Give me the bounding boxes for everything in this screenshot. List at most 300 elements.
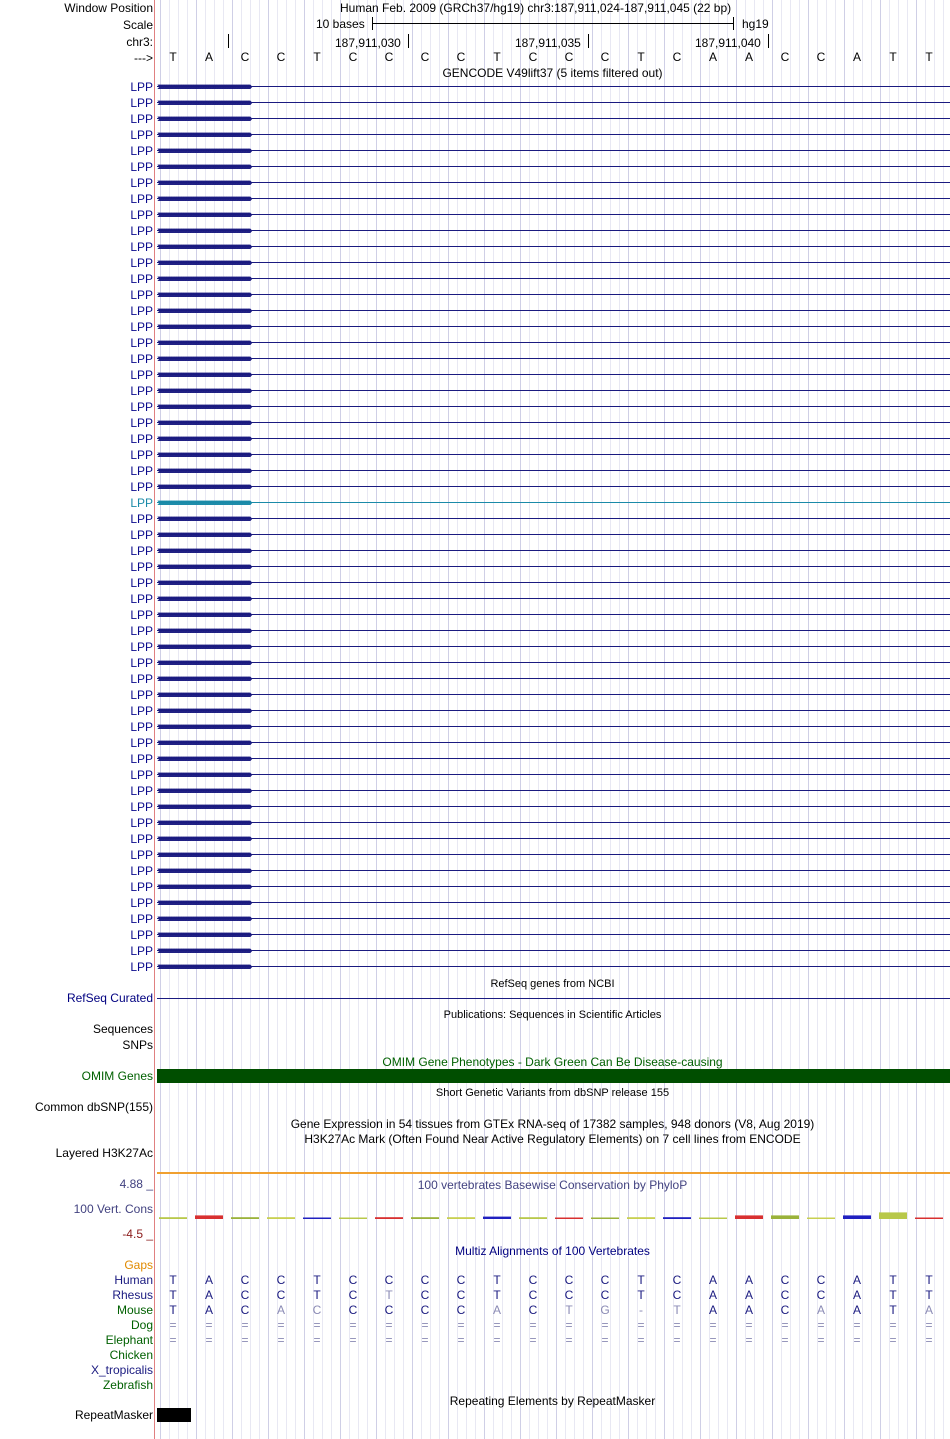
strand-arrows: ››››››››››››››››››››››››››››››››››››››››››››››››››››››››››››››››››››››››››››››››››››››››››››››››››››››››››››››››››››››››››››››››››: [157, 721, 250, 733]
aligned-base: T: [925, 1273, 933, 1287]
aligned-base: A: [852, 1273, 861, 1287]
gene-label-lpp[interactable]: LPP: [130, 128, 153, 142]
aligned-base: =: [349, 1318, 357, 1332]
phylop-max-label: 4.88 _: [119, 1177, 153, 1191]
strand-arrows: ››››››››››››››››››››››››››››››››››››››››››››››››››››››››››››››››››››››››››››››››››››››››››››››››››››››››››››››››››››››››››››››››››: [157, 625, 250, 637]
aligned-base: =: [781, 1318, 789, 1332]
aligned-base: C: [348, 1288, 358, 1302]
strand-arrows: ››››››››››››››››››››››››››››››››››››››››››››››››››››››››››››››››››››››››››››››››››››››››››››››››››››››››››››››››››››››››››››››››››: [157, 113, 250, 125]
aligned-base: =: [277, 1333, 285, 1347]
aligned-base: C: [816, 1288, 826, 1302]
aligned-base: =: [565, 1333, 573, 1347]
aligned-base: A: [852, 1288, 861, 1302]
aligned-base: A: [744, 1303, 753, 1317]
strand-arrows: ››››››››››››››››››››››››››››››››››››››››››››››››››››››››››››››››››››››››››››››››››››››››››››››››››››››››››››››››››››››››››››››››››: [157, 673, 250, 685]
strand-arrows: ››››››››››››››››››››››››››››››››››››››››››››››››››››››››››››››››››››››››››››››››››››››››››››››››››››››››››››››››››››››››››››››››››: [157, 513, 250, 525]
phylop-plot[interactable]: [155, 1192, 950, 1242]
window-position-label: Window Position: [64, 1, 153, 15]
base-letter: T: [313, 50, 321, 64]
aligned-base: A: [492, 1303, 501, 1317]
strand-arrows: ››››››››››››››››››››››››››››››››››››››››››››››››››››››››››››››››››››››››››››››››››››››››››››››››››››››››››››››››››››››››››››››››››: [157, 305, 250, 317]
strand-arrows: ››››››››››››››››››››››››››››››››››››››››››››››››››››››››››››››››››››››››››››››››››››››››››››››››››››››››››››››››››››››››››››››››››: [157, 449, 250, 461]
aligned-base: C: [276, 1273, 286, 1287]
phylop-score-bar: [591, 1218, 619, 1220]
gene-label-lpp[interactable]: LPP: [130, 640, 153, 654]
aligned-base: C: [780, 1273, 790, 1287]
gene-label-lpp[interactable]: LPP: [130, 608, 153, 622]
gene-label-lpp[interactable]: LPP: [130, 896, 153, 910]
coord-label-3: 187,911,040: [695, 36, 761, 50]
dbsnp-track-label[interactable]: Common dbSNP(155): [34, 1100, 153, 1114]
gene-label-lpp[interactable]: LPP: [130, 624, 153, 638]
publications-track-title[interactable]: Publications: Sequences in Scientific Articles: [443, 1009, 662, 1021]
base-letter: C: [384, 50, 394, 64]
phylop-track-title[interactable]: 100 vertebrates Basewise Conservation by PhyloP: [417, 1178, 688, 1192]
aligned-base: C: [456, 1303, 466, 1317]
phylop-score-bar: [231, 1217, 259, 1219]
strand-arrows: ››››››››››››››››››››››››››››››››››››››››››››››››››››››››››››››››››››››››››››››››››››››››››››››››››››››››››››››››››››››››››››››››››: [157, 689, 250, 701]
strand-arrows: ››››››››››››››››››››››››››››››››››››››››››››››››››››››››››››››››››››››››››››››››››››››››››››››››››››››››››››››››››››››››››››››››››: [157, 881, 250, 893]
phylop-score-bar: [447, 1217, 475, 1219]
gene-label-lpp[interactable]: LPP: [130, 880, 153, 894]
aligned-base: =: [529, 1333, 537, 1347]
species-label[interactable]: Dog: [130, 1318, 153, 1332]
aligned-base: =: [313, 1333, 321, 1347]
strand-arrows: ››››››››››››››››››››››››››››››››››››››››››››››››››››››››››››››››››››››››››››››››››››››››››››››››››››››››››››››››››››››››››››››››››: [157, 737, 250, 749]
base-letter: C: [780, 50, 790, 64]
omim-track-label[interactable]: OMIM Genes: [81, 1069, 153, 1083]
base-letter: C: [348, 50, 358, 64]
coord-label-2: 187,911,035: [515, 36, 581, 50]
strand-arrows: ››››››››››››››››››››››››››››››››››››››››››››››››››››››››››››››››››››››››››››››››››››››››››››››››››››››››››››››››››››››››››››››››››: [157, 833, 250, 845]
strand-arrows: ››››››››››››››››››››››››››››››››››››››››››››››››››››››››››››››››››››››››››››››››››››››››››››››››››››››››››››››››››››››››››››››››››: [157, 593, 250, 605]
h3k27ac-signal-line: [157, 1172, 950, 1174]
strand-arrows: ››››››››››››››››››››››››››››››››››››››››››››››››››››››››››››››››››››››››››››››››››››››››››››››››››››››››››››››››››››››››››››››››››: [157, 353, 250, 365]
gene-label-lpp[interactable]: LPP: [130, 160, 153, 174]
aligned-base: =: [601, 1318, 609, 1332]
aligned-base: =: [745, 1318, 753, 1332]
aligned-base: =: [817, 1333, 825, 1347]
strand-arrows: ››››››››››››››››››››››››››››››››››››››››››››››››››››››››››››››››››››››››››››››››››››››››››››››››››››››››››››››››››››››››››››››››››: [157, 785, 250, 797]
phylop-score-bar: [483, 1217, 511, 1219]
strand-arrows: ››››››››››››››››››››››››››››››››››››››››››››››››››››››››››››››››››››››››››››››››››››››››››››››››››››››››››››››››››››››››››››››››››: [157, 865, 250, 877]
base-letter: C: [240, 50, 250, 64]
phylop-score-bar: [519, 1217, 547, 1219]
aligned-base: =: [925, 1318, 933, 1332]
gene-label-lpp[interactable]: LPP: [130, 112, 153, 126]
aligned-base: T: [925, 1288, 933, 1302]
aligned-base: C: [420, 1303, 430, 1317]
strand-arrows: ››››››››››››››››››››››››››››››››››››››››››››››››››››››››››››››››››››››››››››››››››››››››››››››››››››››››››››››››››››››››››››››››››: [157, 145, 250, 157]
strand-arrows: ››››››››››››››››››››››››››››››››››››››››››››››››››››››››››››››››››››››››››››››››››››››››››››››››››››››››››››››››››››››››››››››››››: [157, 97, 250, 109]
gene-label-lpp[interactable]: LPP: [130, 864, 153, 878]
strand-arrows: ››››››››››››››››››››››››››››››››››››››››››››››››››››››››››››››››››››››››››››››››››››››››››››››››››››››››››››››››››››››››››››››››››: [157, 817, 250, 829]
aligned-base: =: [349, 1333, 357, 1347]
strand-arrows: ››››››››››››››››››››››››››››››››››››››››››››››››››››››››››››››››››››››››››››››››››››››››››››››››››››››››››››››››››››››››››››››››››: [157, 497, 250, 509]
strand-arrows: ››››››››››››››››››››››››››››››››››››››››››››››››››››››››››››››››››››››››››››››››››››››››››››››››››››››››››››››››››››››››››››››››››: [157, 209, 250, 221]
aligned-base: =: [745, 1333, 753, 1347]
gene-label-lpp[interactable]: LPP: [130, 448, 153, 462]
gene-label-lpp[interactable]: LPP: [130, 288, 153, 302]
base-letter: C: [816, 50, 826, 64]
aligned-base: C: [816, 1273, 826, 1287]
strand-arrows: ››››››››››››››››››››››››››››››››››››››››››››››››››››››››››››››››››››››››››››››››››››››››››››››››››››››››››››››››››››››››››››››››››: [157, 657, 250, 669]
aligned-base: =: [241, 1333, 249, 1347]
omim-track-title[interactable]: OMIM Gene Phenotypes - Dark Green Can Be Disease-causing: [382, 1055, 723, 1069]
aligned-base: C: [348, 1303, 358, 1317]
aligned-base: T: [493, 1288, 501, 1302]
gene-label-lpp[interactable]: LPP: [130, 176, 153, 190]
strand-arrows: ››››››››››››››››››››››››››››››››››››››››››››››››››››››››››››››››››››››››››››››››››››››››››››››››››››››››››››››››››››››››››››››››››: [157, 561, 250, 573]
aligned-base: A: [708, 1288, 717, 1302]
gene-label-lpp[interactable]: LPP: [130, 656, 153, 670]
gene-label-lpp[interactable]: LPP: [130, 496, 153, 510]
aligned-base: T: [169, 1273, 177, 1287]
aligned-base: A: [204, 1303, 213, 1317]
aligned-base: =: [817, 1318, 825, 1332]
refseq-gene-line[interactable]: [157, 998, 950, 999]
base-letter: A: [744, 50, 753, 64]
coord-tick: [408, 34, 409, 48]
gene-label-lpp[interactable]: LPP: [130, 704, 153, 718]
aligned-base: C: [564, 1273, 574, 1287]
gene-label-lpp[interactable]: LPP: [130, 336, 153, 350]
base-letter: T: [889, 50, 897, 64]
aligned-base: G: [600, 1303, 610, 1317]
base-letter: C: [564, 50, 574, 64]
gene-label-lpp[interactable]: LPP: [130, 800, 153, 814]
gene-label-lpp[interactable]: LPP: [130, 352, 153, 366]
phylop-score-bar: [699, 1218, 727, 1220]
gene-label-lpp[interactable]: LPP: [130, 512, 153, 526]
aligned-base: C: [276, 1288, 286, 1302]
aligned-base: C: [240, 1288, 250, 1302]
base-letter: A: [204, 50, 213, 64]
coord-tick: [228, 34, 229, 48]
gene-label-lpp[interactable]: LPP: [130, 256, 153, 270]
strand-arrows: ››››››››››››››››››››››››››››››››››››››››››››››››››››››››››››››››››››››››››››››››››››››››››››››››››››››››››››››››››››››››››››››››››: [157, 849, 250, 861]
scale-text: 10 bases: [316, 17, 365, 31]
phylop-score-bar: [879, 1212, 907, 1219]
species-label[interactable]: Rhesus: [112, 1288, 153, 1302]
repeatmasker-track-label[interactable]: RepeatMasker: [74, 1408, 153, 1422]
coord-tick: [768, 34, 769, 48]
gene-label-lpp[interactable]: LPP: [130, 96, 153, 110]
gene-label-lpp[interactable]: LPP: [130, 224, 153, 238]
strand-arrows: ››››››››››››››››››››››››››››››››››››››››››››››››››››››››››››››››››››››››››››››››››››››››››››››››››››››››››››››››››››››››››››››››››: [157, 913, 250, 925]
coord-tick: [588, 34, 589, 48]
aligned-base: A: [924, 1303, 933, 1317]
phylop-score-bar: [663, 1217, 691, 1219]
aligned-base: T: [637, 1288, 645, 1302]
gene-label-lpp[interactable]: LPP: [130, 272, 153, 286]
strand-arrows: ››››››››››››››››››››››››››››››››››››››››››››››››››››››››››››››››››››››››››››››››››››››››››››››››››››››››››››››››››››››››››››››››››: [157, 385, 250, 397]
strand-arrows: ››››››››››››››››››››››››››››››››››››››››››››››››››››››››››››››››››››››››››››››››››››››››››››››››››››››››››››››››››››››››››››››››››: [157, 753, 250, 765]
gene-label-lpp[interactable]: LPP: [130, 688, 153, 702]
gene-label-lpp[interactable]: LPP: [130, 720, 153, 734]
aligned-base: A: [204, 1288, 213, 1302]
gene-label-lpp[interactable]: LPP: [130, 240, 153, 254]
aligned-base: =: [313, 1318, 321, 1332]
aligned-base: T: [673, 1303, 681, 1317]
aligned-base: A: [276, 1303, 285, 1317]
aligned-base: =: [889, 1318, 897, 1332]
strand-label: --->: [134, 51, 153, 65]
base-letter: C: [420, 50, 430, 64]
gene-label-lpp[interactable]: LPP: [130, 816, 153, 830]
strand-arrows: ››››››››››››››››››››››››››››››››››››››››››››››››››››››››››››››››››››››››››››››››››››››››››››››››››››››››››››››››››››››››››››››››››: [157, 337, 250, 349]
aligned-base: C: [240, 1303, 250, 1317]
gene-label-lpp[interactable]: LPP: [130, 192, 153, 206]
aligned-base: T: [313, 1273, 321, 1287]
gencode-track-title[interactable]: GENCODE V49lift37 (5 items filtered out): [442, 66, 663, 80]
strand-arrows: ››››››››››››››››››››››››››››››››››››››››››››››››››››››››››››››››››››››››››››››››››››››››››››››››››››››››››››››››››››››››››››››››››: [157, 481, 250, 493]
phylop-score-bar: [627, 1217, 655, 1219]
aligned-base: =: [565, 1318, 573, 1332]
strand-arrows: ››››››››››››››››››››››››››››››››››››››››››››››››››››››››››››››››››››››››››››››››››››››››››››››››››››››››››››››››››››››››››››››››››: [157, 961, 250, 973]
phylop-score-bar: [267, 1217, 295, 1219]
strand-arrows: ››››››››››››››››››››››››››››››››››››››››››››››››››››››››››››››››››››››››››››››››››››››››››››››››››››››››››››››››››››››››››››››››››: [157, 225, 250, 237]
db-label: hg19: [742, 17, 769, 31]
aligned-base: T: [889, 1303, 897, 1317]
aligned-base: =: [493, 1333, 501, 1347]
scale-bar-right-tick: [733, 17, 734, 30]
strand-arrows: ››››››››››››››››››››››››››››››››››››››››››››››››››››››››››››››››››››››››››››››››››››››››››››››››››››››››››››››››››››››››››››››››››: [157, 81, 250, 93]
phylop-min-label: -4.5 _: [122, 1227, 153, 1241]
gene-label-lpp[interactable]: LPP: [130, 576, 153, 590]
phylop-score-bar: [159, 1217, 187, 1219]
aligned-base: T: [637, 1273, 645, 1287]
gene-label-lpp[interactable]: LPP: [130, 144, 153, 158]
phylop-score-bar: [807, 1218, 835, 1220]
aligned-base: C: [672, 1288, 682, 1302]
scale-label: Scale: [122, 18, 153, 32]
aligned-base: C: [780, 1303, 790, 1317]
aligned-base: A: [852, 1303, 861, 1317]
species-label[interactable]: Human: [114, 1273, 153, 1287]
scale-bar: [372, 23, 733, 24]
strand-arrows: ››››››››››››››››››››››››››››››››››››››››››››››››››››››››››››››››››››››››››››››››››››››››››››››››››››››››››››››››››››››››››››››››››: [157, 929, 250, 941]
repeatmasker-element[interactable]: [157, 1408, 191, 1422]
species-label[interactable]: Mouse: [116, 1303, 153, 1317]
aligned-base: =: [853, 1333, 861, 1347]
strand-arrows: ››››››››››››››››››››››››››››››››››››››››››››››››››››››››››››››››››››››››››››››››››››››››››››››››››››››››››››››››››››››››››››››››››: [157, 161, 250, 173]
refseq-track-title[interactable]: RefSeq genes from NCBI: [490, 978, 615, 990]
species-label[interactable]: Chicken: [109, 1348, 153, 1362]
omim-phenotype-bar[interactable]: [157, 1069, 950, 1083]
aligned-base: =: [205, 1333, 213, 1347]
aligned-base: =: [169, 1318, 177, 1332]
aligned-base: A: [708, 1303, 717, 1317]
aligned-base: =: [493, 1318, 501, 1332]
aligned-base: C: [456, 1288, 466, 1302]
aligned-base: C: [528, 1288, 538, 1302]
aligned-base: =: [421, 1333, 429, 1347]
gene-label-lpp[interactable]: LPP: [130, 592, 153, 606]
strand-arrows: ››››››››››››››››››››››››››››››››››››››››››››››››››››››››››››››››››››››››››››››››››››››››››››››››››››››››››››››››››››››››››››››››››: [157, 577, 250, 589]
assembly-position-text: Human Feb. 2009 (GRCh37/hg19) chr3:187,911,024-187,911,045 (22 bp): [340, 1, 732, 15]
aligned-base: C: [780, 1288, 790, 1302]
base-letter: T: [493, 50, 501, 64]
strand-arrows: ››››››››››››››››››››››››››››››››››››››››››››››››››››››››››››››››››››››››››››››››››››››››››››››››››››››››››››››››››››››››››››››››››: [157, 193, 250, 205]
gene-label-lpp[interactable]: LPP: [130, 752, 153, 766]
gene-label-lpp[interactable]: LPP: [130, 80, 153, 94]
strand-arrows: ››››››››››››››››››››››››››››››››››››››››››››››››››››››››››››››››››››››››››››››››››››››››››››››››››››››››››››››››››››››››››››››››››: [157, 769, 250, 781]
aligned-base: A: [708, 1273, 717, 1287]
coord-label-1: 187,911,030: [335, 36, 401, 50]
h3k27ac-track-label[interactable]: Layered H3K27Ac: [55, 1146, 153, 1160]
aligned-base: C: [672, 1273, 682, 1287]
gene-label-lpp[interactable]: LPP: [130, 320, 153, 334]
aligned-base: -: [639, 1303, 643, 1317]
gene-label-lpp[interactable]: LPP: [130, 832, 153, 846]
aligned-base: C: [564, 1288, 574, 1302]
gtex-track-title[interactable]: Gene Expression in 54 tissues from GTEx RNA-seq of 17382 samples, 948 donors (V8, Aug 2019): [290, 1117, 815, 1131]
gene-label-lpp[interactable]: LPP: [130, 464, 153, 478]
gene-label-lpp[interactable]: LPP: [130, 400, 153, 414]
publications-sequences-label[interactable]: Sequences: [92, 1022, 153, 1036]
h3k27ac-track-title[interactable]: H3K27Ac Mark (Often Found Near Active Regulatory Elements) on 7 cell lines from ENCODE: [304, 1132, 801, 1146]
strand-arrows: ››››››››››››››››››››››››››››››››››››››››››››››››››››››››››››››››››››››››››››››››››››››››››››››››››››››››››››››››››››››››››››››››››: [157, 289, 250, 301]
species-label[interactable]: Elephant: [105, 1333, 153, 1347]
strand-arrows: ››››››››››››››››››››››››››››››››››››››››››››››››››››››››››››››››››››››››››››››››››››››››››››››››››››››››››››››››››››››››››››››››››: [157, 321, 250, 333]
gene-label-lpp[interactable]: LPP: [130, 848, 153, 862]
gene-label-lpp[interactable]: LPP: [130, 432, 153, 446]
strand-arrows: ››››››››››››››››››››››››››››››››››››››››››››››››››››››››››››››››››››››››››››››››››››››››››››››››››››››››››››››››››››››››››››››››››: [157, 273, 250, 285]
aligned-base: =: [169, 1333, 177, 1347]
aligned-base: C: [420, 1273, 430, 1287]
phylop-score-bar: [411, 1217, 439, 1219]
aligned-base: A: [204, 1273, 213, 1287]
gene-label-lpp[interactable]: LPP: [130, 784, 153, 798]
strand-arrows: ››››››››››››››››››››››››››››››››››››››››››››››››››››››››››››››››››››››››››››››››››››››››››››››››››››››››››››››››››››››››››››››››››: [157, 369, 250, 381]
aligned-base: =: [601, 1333, 609, 1347]
aligned-base: T: [169, 1303, 177, 1317]
aligned-base: =: [709, 1318, 717, 1332]
phylop-score-bar: [771, 1215, 799, 1219]
phylop-score-bar: [303, 1218, 331, 1220]
scale-bar-left-tick: [372, 17, 373, 30]
phylop-score-bar: [555, 1218, 583, 1220]
gene-label-lpp[interactable]: LPP: [130, 560, 153, 574]
strand-arrows: ››››››››››››››››››››››››››››››››››››››››››››››››››››››››››››››››››››››››››››››››››››››››››››››››››››››››››››››››››››››››››››››››››: [157, 129, 250, 141]
gene-label-lpp[interactable]: LPP: [130, 208, 153, 222]
gaps-label[interactable]: Gaps: [124, 1258, 153, 1272]
aligned-base: =: [709, 1333, 717, 1347]
aligned-base: C: [384, 1273, 394, 1287]
gene-label-lpp[interactable]: LPP: [130, 736, 153, 750]
gene-label-lpp[interactable]: LPP: [130, 480, 153, 494]
aligned-base: =: [277, 1318, 285, 1332]
phylop-score-bar: [195, 1215, 223, 1219]
chrom-label: chr3:: [126, 35, 153, 49]
base-letter: T: [925, 50, 933, 64]
base-letter: C: [600, 50, 610, 64]
strand-arrows: ››››››››››››››››››››››››››››››››››››››››››››››››››››››››››››››››››››››››››››››››››››››››››››››››››››››››››››››››››››››››››››››››››: [157, 465, 250, 477]
strand-arrows: ››››››››››››››››››››››››››››››››››››››››››››››››››››››››››››››››››››››››››››››››››››››››››››››››››››››››››››››››››››››››››››››››››: [157, 897, 250, 909]
multiz-track-title[interactable]: Multiz Alignments of 100 Vertebrates: [455, 1244, 650, 1258]
gene-label-lpp[interactable]: LPP: [130, 672, 153, 686]
phylop-score-bar: [843, 1215, 871, 1219]
repeatmasker-track-title[interactable]: Repeating Elements by RepeatMasker: [449, 1394, 656, 1408]
aligned-base: C: [528, 1273, 538, 1287]
aligned-base: =: [637, 1333, 645, 1347]
gene-label-lpp[interactable]: LPP: [130, 928, 153, 942]
aligned-base: =: [889, 1333, 897, 1347]
gene-label-lpp[interactable]: LPP: [130, 304, 153, 318]
aligned-base: C: [312, 1303, 322, 1317]
aligned-base: T: [385, 1288, 393, 1302]
aligned-base: C: [528, 1303, 538, 1317]
base-letter: C: [672, 50, 682, 64]
strand-arrows: ››››››››››››››››››››››››››››››››››››››››››››››››››››››››››››››››››››››››››››››››››››››››››››››››››››››››››››››››››››››››››››››››››: [157, 177, 250, 189]
gene-label-lpp[interactable]: LPP: [130, 368, 153, 382]
strand-arrows: ››››››››››››››››››››››››››››››››››››››››››››››››››››››››››››››››››››››››››››››››››››››››››››››››››››››››››››››››››››››››››››››››››: [157, 705, 250, 717]
aligned-base: =: [241, 1318, 249, 1332]
aligned-base: =: [457, 1333, 465, 1347]
gene-label-lpp[interactable]: LPP: [130, 912, 153, 926]
species-label[interactable]: Zebrafish: [102, 1378, 153, 1392]
aligned-base: C: [600, 1288, 610, 1302]
gene-label-lpp[interactable]: LPP: [130, 384, 153, 398]
phylop-score-bar: [339, 1218, 367, 1220]
publications-snps-label[interactable]: SNPs: [122, 1038, 153, 1052]
gene-label-lpp[interactable]: LPP: [130, 544, 153, 558]
aligned-base: =: [205, 1318, 213, 1332]
aligned-base: =: [529, 1318, 537, 1332]
aligned-base: =: [673, 1318, 681, 1332]
refseq-track-label[interactable]: RefSeq Curated: [66, 991, 153, 1005]
aligned-base: =: [421, 1318, 429, 1332]
aligned-base: A: [816, 1303, 825, 1317]
aligned-base: T: [493, 1273, 501, 1287]
base-letter: T: [637, 50, 645, 64]
aligned-base: =: [673, 1333, 681, 1347]
species-label[interactable]: X_tropicalis: [90, 1363, 153, 1377]
strand-arrows: ››››››››››››››››››››››››››››››››››››››››››››››››››››››››››››››››››››››››››››››››››››››››››››››››››››››››››››››››››››››››››››››››››: [157, 241, 250, 253]
gene-label-lpp[interactable]: LPP: [130, 528, 153, 542]
aligned-base: A: [744, 1288, 753, 1302]
strand-arrows: ››››››››››››››››››››››››››››››››››››››››››››››››››››››››››››››››››››››››››››››››››››››››››››››››››››››››››››››››››››››››››››››››››: [157, 641, 250, 653]
base-letter: A: [852, 50, 861, 64]
aligned-base: T: [889, 1288, 897, 1302]
strand-arrows: ››››››››››››››››››››››››››››››››››››››››››››››››››››››››››››››››››››››››››››››››››››››››››››››››››››››››››››››››››››››››››››››››››: [157, 257, 250, 269]
aligned-base: =: [385, 1318, 393, 1332]
aligned-base: =: [781, 1333, 789, 1347]
phylop-track-label[interactable]: 100 Vert. Cons: [73, 1202, 153, 1216]
aligned-base: C: [240, 1273, 250, 1287]
aligned-base: T: [169, 1288, 177, 1302]
strand-arrows: ››››››››››››››››››››››››››››››››››››››››››››››››››››››››››››››››››››››››››››››››››››››››››››››››››››››››››››››››››››››››››››››››››: [157, 609, 250, 621]
strand-arrows: ››››››››››››››››››››››››››››››››››››››››››››››››››››››››››››››››››››››››››››››››››››››››››››››››››››››››››››››››››››››››››››››››››: [157, 801, 250, 813]
aligned-base: C: [420, 1288, 430, 1302]
dbsnp-track-title[interactable]: Short Genetic Variants from dbSNP release 155: [435, 1087, 670, 1099]
gene-label-lpp[interactable]: LPP: [130, 768, 153, 782]
gene-label-lpp[interactable]: LPP: [130, 416, 153, 430]
base-letter: C: [528, 50, 538, 64]
aligned-base: =: [925, 1333, 933, 1347]
aligned-base: =: [637, 1318, 645, 1332]
gene-label-lpp[interactable]: LPP: [130, 944, 153, 958]
aligned-base: C: [348, 1273, 358, 1287]
gene-label-lpp[interactable]: LPP: [130, 960, 153, 974]
aligned-base: =: [853, 1318, 861, 1332]
aligned-base: C: [456, 1273, 466, 1287]
aligned-base: C: [384, 1303, 394, 1317]
strand-arrows: ››››››››››››››››››››››››››››››››››››››››››››››››››››››››››››››››››››››››››››››››››››››››››››››››››››››››››››››››››››››››››››››››››: [157, 529, 250, 541]
aligned-base: A: [744, 1273, 753, 1287]
strand-arrows: ››››››››››››››››››››››››››››››››››››››››››››››››››››››››››››››››››››››››››››››››››››››››››››››››››››››››››››››››››››››››››››››››››: [157, 433, 250, 445]
